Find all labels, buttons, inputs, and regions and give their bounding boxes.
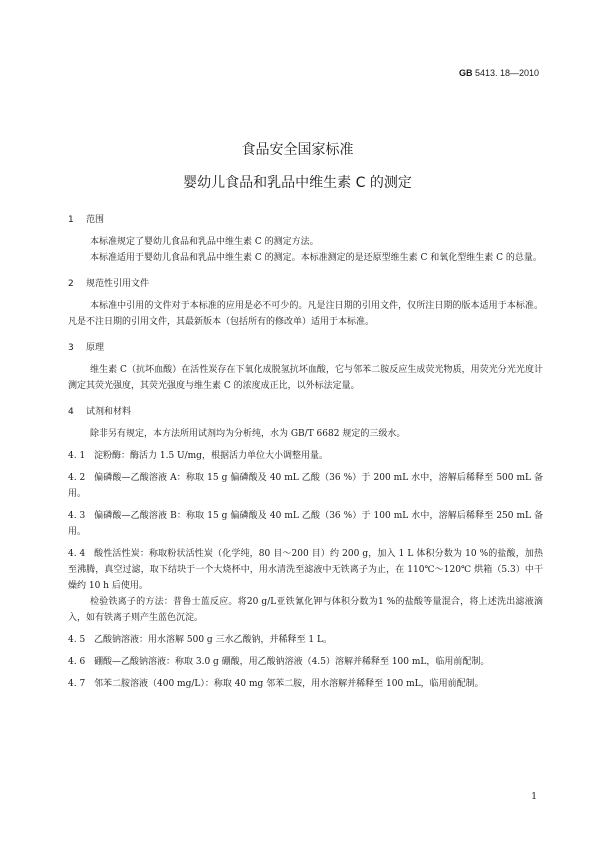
- clause-number: 4. 7: [68, 679, 86, 689]
- clause-text: 邻苯二胺溶液（400 mg/L）：称取 40 mg 邻苯二胺，用水溶解并稀释至 100 mL，临用前配制。: [94, 679, 484, 689]
- clause-text: 淀粉酶：酶活力 1.5 U/mg，根据活力单位大小调整用量。: [94, 451, 328, 461]
- clause-number: 4. 4: [68, 549, 86, 559]
- clause-number: 4. 5: [68, 635, 86, 645]
- clause-text: 乙酸钠溶液：用水溶解 500 g 三水乙酸钠，并稀释至 1 L。: [94, 635, 332, 645]
- clause-number: 4. 3: [68, 511, 86, 521]
- paragraph: 除非另有规定，本方法所用试剂均为分析纯，水为 GB/T 6682 规定的三级水。: [90, 429, 406, 439]
- paragraph: 本标准规定了婴幼儿食品和乳品中维生素 C 的测定方法。: [90, 237, 319, 247]
- clause-text: 偏磷酸—乙酸溶液 B：称取 15 g 偏磷酸及 40 mL 乙酸（36 %）于 100 mL 水中，溶解后稀释至 250 mL 备用。: [68, 511, 543, 537]
- clause-4-2: [68, 470, 543, 502]
- document-body: [68, 212, 543, 692]
- clause-text: 偏磷酸—乙酸溶液 A：称取 15 g 偏磷酸及 40 mL 乙酸（36 %）于 200 mL 水中，溶解后稀释至 500 mL 备用。: [68, 473, 543, 499]
- clause-note: 检验铁离子的方法：普鲁士蓝反应。将20 g/L亚铁氰化钾与体积分数为1 %的盐酸等量混合，将上述洗出滤液滴入，如有铁离子则产生蓝色沉淀。: [68, 597, 543, 623]
- standard-prefix: GB: [458, 68, 473, 78]
- section-heading-references: [68, 276, 543, 292]
- standard-code: 5413. 18—2010: [472, 68, 539, 78]
- document-subtitle: 婴幼儿食品和乳品中维生素 C 的测定: [183, 175, 412, 191]
- section-heading-reagents: [68, 404, 543, 420]
- section-title: 试剂和材料: [86, 407, 132, 417]
- clause-number: 4. 1: [68, 451, 86, 461]
- section-number: 4: [68, 407, 74, 417]
- clause-text: 酸性活性炭：称取粉状活性炭（化学纯，80 目～200 目）约 200 g，加入 1 L 体积分数为 10 %的盐酸，加热至沸腾，真空过滤，取下结块于一个大烧杯中，用水清洗至滤液中无铁离子为止，在 110℃～120℃ 烘箱（5.3）中干燥约 10 h 后使用。: [68, 549, 543, 591]
- clause-4-1: [68, 448, 543, 464]
- document-title: 食品安全国家标准: [241, 142, 354, 158]
- section-number: 1: [68, 215, 74, 225]
- section-number: 3: [68, 343, 74, 353]
- clause-4-3: [68, 508, 543, 540]
- section-title: 规范性引用文件: [86, 279, 150, 289]
- section-heading-principle: [68, 340, 543, 356]
- section-heading-scope: [68, 212, 543, 228]
- clause-text: 硼酸—乙酸钠溶液：称取 3.0 g 硼酸，用乙酸钠溶液（4.5）溶解并稀释至 100 mL，临用前配制。: [94, 657, 490, 667]
- standard-number: [459, 68, 539, 78]
- paragraph: 本标准适用于婴幼儿食品和乳品中维生素 C 的测定。本标准测定的是还原型维生素 C 和氧化型维生素 C 的总量。: [90, 253, 542, 263]
- section-title: 原理: [86, 343, 105, 353]
- section-number: 2: [68, 279, 74, 289]
- clause-4-6: [68, 654, 543, 670]
- page-number: 1: [531, 792, 537, 802]
- clause-4-5: [68, 632, 543, 648]
- paragraph: 本标准中引用的文件对于本标准的应用是必不可少的。凡是注日期的引用文件，仅所注日期的版本适用于本标准。凡是不注日期的引用文件，其最新版本（包括所有的修改单）适用于本标准。: [68, 301, 543, 327]
- clause-number: 4. 2: [68, 473, 86, 483]
- paragraph: 维生素 C（抗坏血酸）在活性炭存在下氧化成脱氢抗坏血酸，它与邻苯二胺反应生成荧光物质，用荧光分光光度计测定其荧光强度，其荧光强度与维生素 C 的浓度成正比，以外标法定量。: [68, 365, 543, 391]
- clause-4-4: [68, 546, 543, 594]
- clause-number: 4. 6: [68, 657, 86, 667]
- clause-4-7: [68, 676, 543, 692]
- section-title: 范围: [86, 215, 105, 225]
